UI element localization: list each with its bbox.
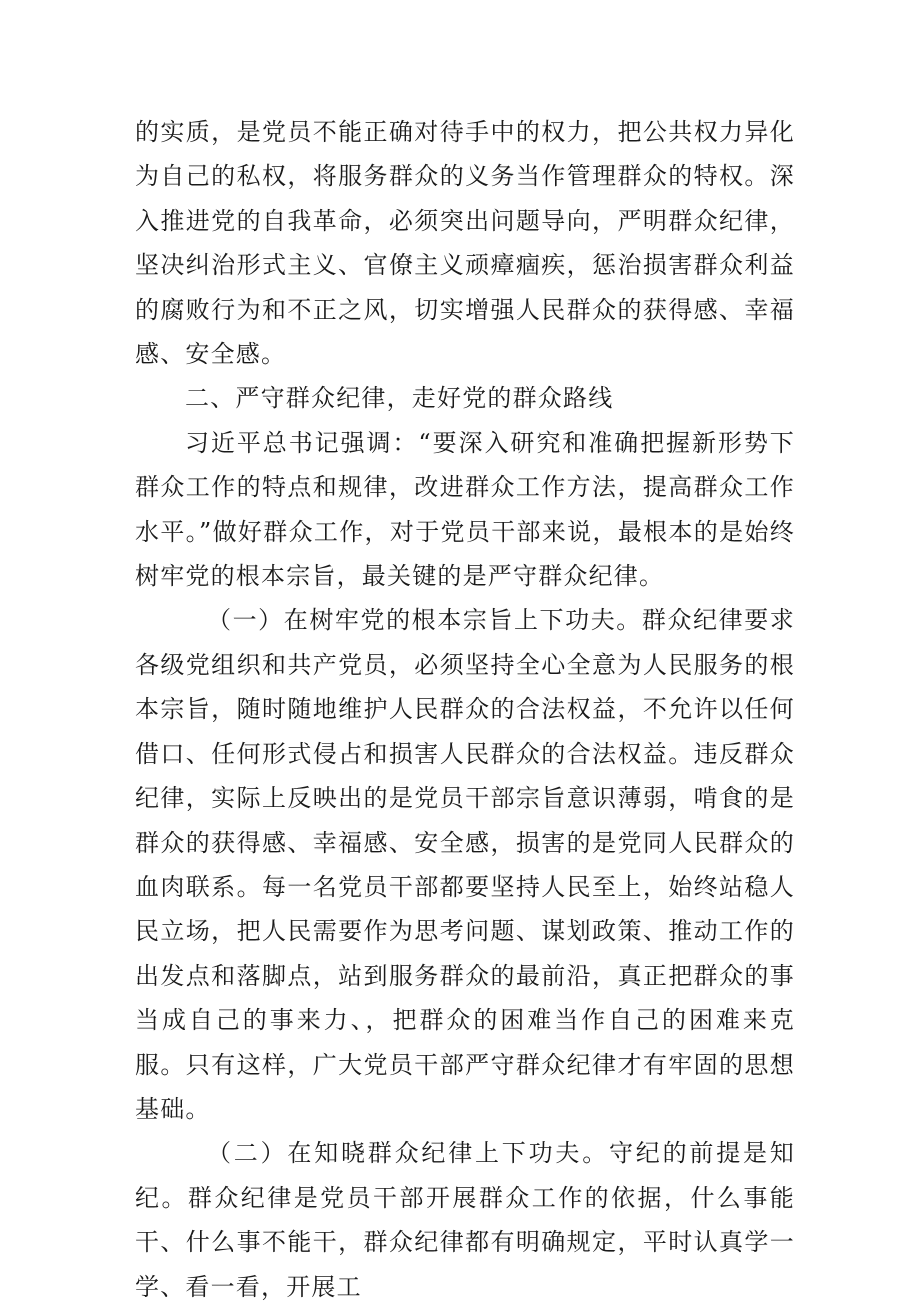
document-body: [135, 110, 795, 1309]
paragraph-continuation: 的实质，是党员不能正确对待手中的权力，把公共权力异化为自己的私权，将服务群众的义务当作管理群众的特权。深入推进党的自我革命，必须突出问题导向，严明群众纪律，坚决纠治形式主义、官僚主义顽瘴痼疾，惩治损害群众利益的腐败行为和不正之风，切实增强人民群众的获得感、幸福感、安全感。: [135, 118, 795, 369]
paragraph-subsection-2: （二）在知晓群众纪律上下功夫。守纪的前提是知纪。群众纪律是党员干部开展群众工作的依据，什么事能干、什么事不能干，群众纪律都有明确规定，平时认真学一学、看一看，开展工: [135, 1139, 795, 1301]
paragraph-quote: 习近平总书记强调：“要深入研究和准确把握新形势下群众工作的特点和规律，改进群众工作方法，提高群众工作水平。”做好群众工作，对于党员干部来说，最根本的是始终树牢党的根本宗旨，最关键的是严守群众纪律。: [135, 428, 795, 591]
paragraph-subsection-1: （一）在树牢党的根本宗旨上下功夫。群众纪律要求各级党组织和共产党员，必须坚持全心全意为人民服务的根本宗旨，随时随地维护人民群众的合法权益，不允许以任何借口、任何形式侵占和损害人民群众的合法权益。违反群众纪律，实际上反映出的是党员干部宗旨意识薄弱，啃食的是群众的获得感、幸福感、安全感，损害的是党同人民群众的血肉联系。每一名党员干部都要坚持人民至上，始终站稳人民立场，把人民需要作为思考问题、谋划政策、推动工作的出发点和落脚点，站到服务群众的最前沿，真正把群众的事当成自己的事来力、，把群众的困难当作自己的困难来克服。只有这样，广大党员干部严守群众纪律才有牢固的思想基础。: [135, 606, 795, 1123]
section-heading: 二、严守群众纪律，走好党的群众路线: [185, 384, 614, 413]
